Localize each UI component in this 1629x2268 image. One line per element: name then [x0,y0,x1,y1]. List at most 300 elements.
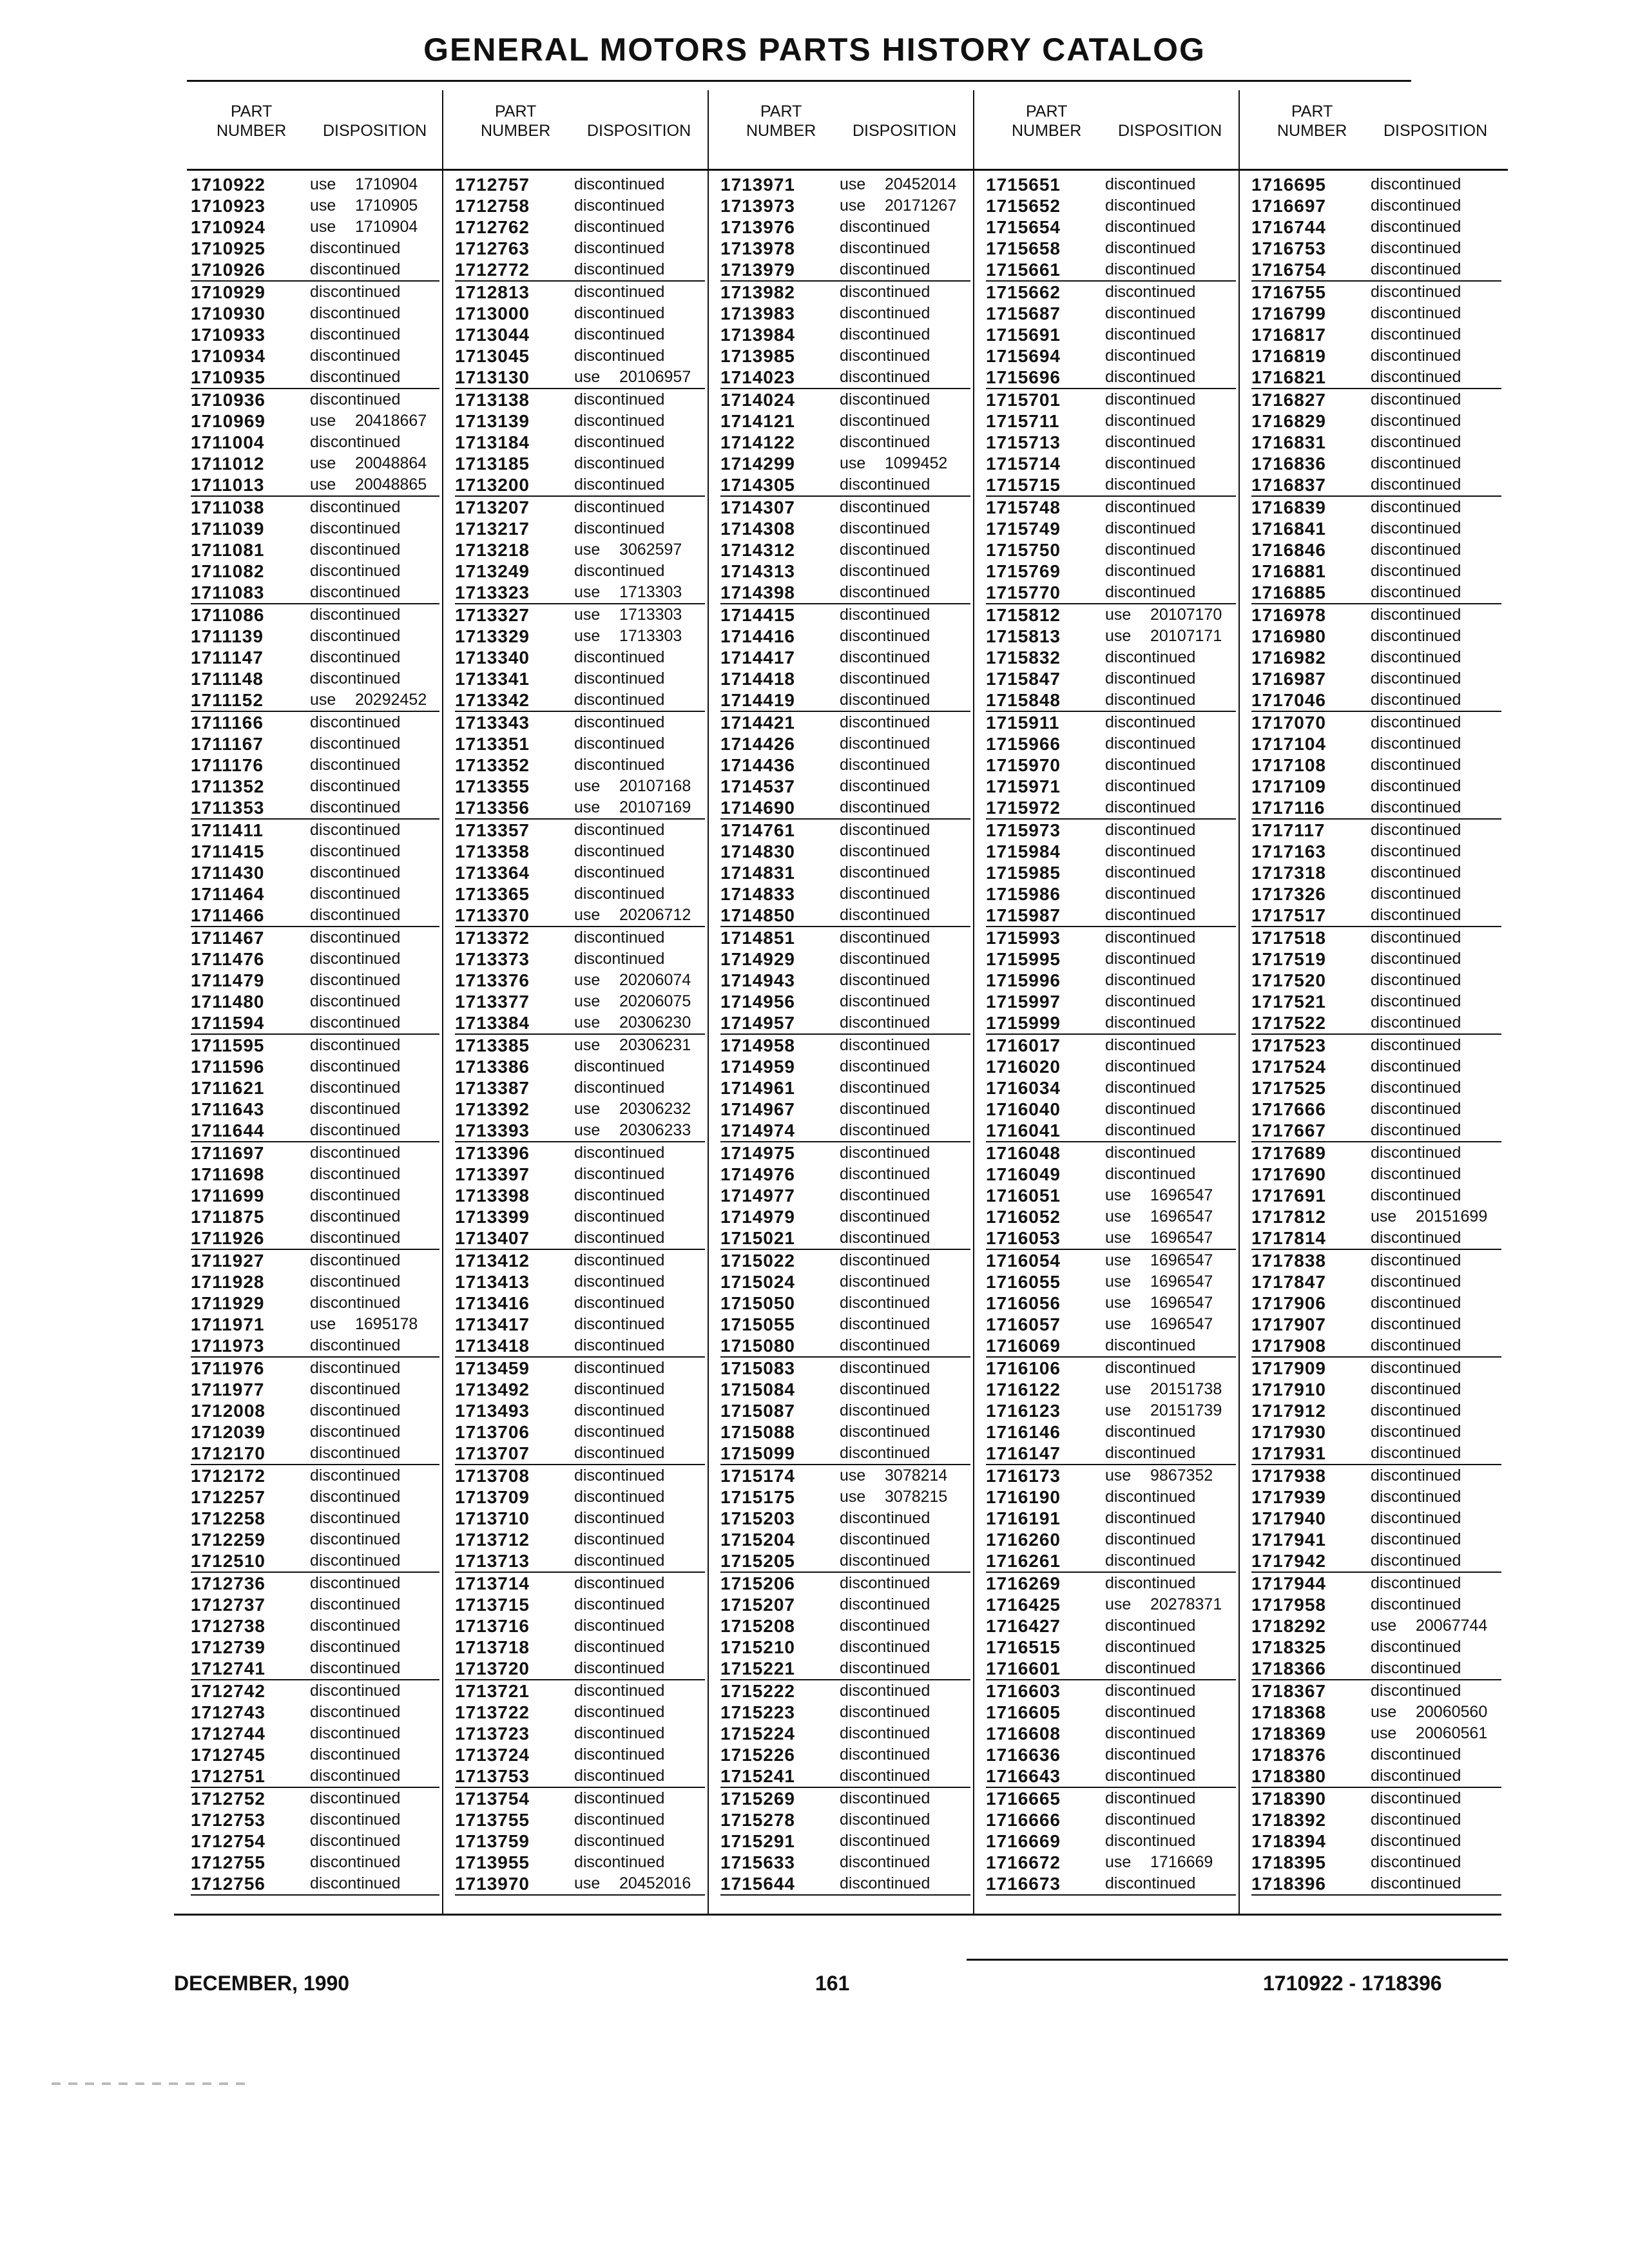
table-row [455,1594,705,1615]
parts-column [720,174,970,1896]
disposition: discontinued [840,1724,930,1742]
table-row [191,539,439,561]
table-row [455,948,705,970]
table-row [455,497,705,518]
table-row [1251,474,1501,497]
disposition-label: DISPOSITION [1118,122,1222,140]
disposition: discontinued [840,1617,930,1635]
disposition: discontinued [310,992,401,1010]
disposition: discontinued [310,1617,401,1635]
disposition: discontinued [1371,928,1461,947]
disposition: discontinued [840,756,930,774]
part-number: 1711004 [191,432,265,452]
part-number: 1715221 [720,1658,796,1678]
column-divider [1239,90,1240,1914]
column-header [191,102,439,163]
disposition: discontinued [1371,1036,1461,1054]
disposition: discontinued [1105,1552,1196,1570]
disposition: discontinued [310,1294,401,1312]
table-row [1251,1615,1501,1637]
part-number: 1713724 [455,1745,530,1765]
table-row [986,518,1236,539]
table-row [720,389,970,410]
part-number: 1718390 [1251,1789,1327,1809]
disposition: discontinued [1371,304,1461,322]
column-header [986,102,1236,163]
table-row [986,689,1236,712]
table-row [1251,1185,1501,1206]
disposition: use 20107168 [574,777,691,795]
disposition: discontinued [1105,412,1196,430]
top-rule [187,80,1411,82]
table-row [455,905,705,927]
table-row [986,754,1236,776]
part-number: 1711082 [191,561,265,581]
disposition: discontinued [840,260,930,278]
table-row [191,604,439,626]
part-number: 1716978 [1251,605,1327,625]
table-row [720,1637,970,1658]
part-number: 1715208 [720,1616,796,1636]
disposition: discontinued [1371,1444,1461,1462]
disposition: discontinued [1371,906,1461,924]
part-number: 1711976 [191,1358,265,1378]
disposition: discontinued [1105,1659,1196,1677]
part-number: 1716057 [986,1314,1061,1334]
part-number: 1711698 [191,1164,265,1184]
disposition: discontinued [1371,863,1461,881]
part-number: 1714979 [720,1207,796,1227]
part-number: 1713370 [455,905,530,925]
table-row [986,582,1236,604]
part-number: 1713715 [455,1595,530,1615]
part-number: 1713138 [455,390,530,410]
part-label: PART [760,102,802,120]
table-row [986,1358,1236,1379]
part-number: 1712744 [191,1724,266,1744]
disposition: discontinued [1371,606,1461,624]
table-row [1251,1702,1501,1723]
table-row [986,1335,1236,1358]
part-number: 1717326 [1251,884,1327,904]
disposition: discontinued [1371,218,1461,236]
part-number: 1711927 [191,1251,265,1271]
disposition: discontinued [574,390,665,408]
disposition: discontinued [574,1832,665,1850]
table-row [986,282,1236,303]
table-row [191,776,439,797]
part-number: 1716695 [1251,175,1327,195]
disposition: discontinued [1105,821,1196,839]
part-number: 1713185 [455,454,530,474]
table-row [455,647,705,668]
part-number: 1717691 [1251,1186,1327,1206]
table-row [1251,970,1501,991]
part-number: 1715748 [986,497,1061,517]
disposition: discontinued [574,928,665,947]
part-number: 1714929 [720,949,796,969]
disposition: use 1716669 [1105,1853,1213,1871]
disposition: discontinued [840,1530,930,1548]
page-number: 161 [815,1972,850,1995]
part-number: 1712741 [191,1658,266,1678]
disposition: discontinued [1105,1121,1196,1139]
part-number: 1715911 [986,713,1060,733]
table-row [1251,1788,1501,1809]
disposition: discontinued [840,1229,930,1247]
part-number: 1715711 [986,411,1060,431]
table-row [1251,539,1501,561]
table-row [1251,1206,1501,1227]
disposition: discontinued [840,433,930,451]
table-row [720,1680,970,1702]
disposition: discontinued [1371,669,1461,687]
disposition: discontinued [574,1703,665,1721]
disposition: discontinued [574,1853,665,1871]
disposition: use 1713303 [574,627,682,645]
parts-column [191,174,439,1896]
table-row [191,927,439,948]
disposition: discontinued [1371,1552,1461,1570]
table-row [191,1594,439,1615]
part-label: PART [1291,102,1333,120]
table-row [191,1873,439,1896]
table-row [455,1809,705,1831]
disposition: discontinued [574,821,665,839]
part-number: 1712753 [191,1810,266,1830]
disposition: discontinued [1371,756,1461,774]
table-row [720,474,970,497]
table-row [986,410,1236,432]
table-row [191,259,439,282]
disposition: discontinued [310,648,401,666]
part-number: 1715972 [986,798,1061,818]
disposition: discontinued [840,283,930,301]
disposition: discontinued [1105,1811,1196,1829]
disposition: discontinued [574,1186,665,1204]
table-row [1251,1012,1501,1035]
part-number: 1712172 [191,1466,266,1486]
disposition: discontinued [1105,498,1196,516]
table-row [986,1702,1236,1723]
part-number: 1711152 [191,690,264,710]
disposition: discontinued [310,1552,401,1570]
table-row [191,1358,439,1379]
table-row [455,238,705,259]
table-row [720,1508,970,1529]
disposition: discontinued [1371,1745,1461,1763]
part-number: 1711926 [191,1228,265,1248]
table-row [1251,712,1501,733]
disposition: discontinued [1371,777,1461,795]
disposition: discontinued [1371,971,1461,989]
disposition: discontinued [840,1767,930,1785]
part-number: 1713217 [455,519,530,539]
table-row [986,1099,1236,1120]
disposition: discontinued [840,691,930,709]
table-row [720,927,970,948]
part-number: 1713343 [455,713,530,733]
table-row [191,1809,439,1831]
disposition: discontinued [840,1336,930,1354]
table-row [986,1227,1236,1250]
part-number: 1711480 [191,992,265,1012]
table-row [720,1723,970,1744]
disposition: use 20306231 [574,1036,691,1054]
disposition: use 1696547 [1105,1251,1213,1269]
part-number: 1716056 [986,1293,1061,1313]
part-number: 1713385 [455,1035,530,1055]
table-row [720,561,970,582]
table-row [455,1035,705,1056]
part-number: 1717838 [1251,1251,1327,1271]
part-number: 1717690 [1251,1164,1327,1184]
disposition: discontinued [840,541,930,559]
table-row [986,1680,1236,1702]
table-row [455,195,705,216]
table-row [1251,1400,1501,1421]
disposition: discontinued [1371,1359,1461,1377]
part-number: 1713982 [720,282,796,302]
table-row [986,862,1236,883]
part-number: 1716636 [986,1745,1061,1765]
table-row [191,1788,439,1809]
part-number: 1716260 [986,1530,1061,1550]
part-number: 1715993 [986,928,1061,948]
table-row [720,1056,970,1077]
table-row [1251,1358,1501,1379]
disposition: discontinued [1371,562,1461,580]
part-number: 1717944 [1251,1573,1327,1593]
table-row [191,561,439,582]
part-number: 1710930 [191,303,266,323]
table-row [986,883,1236,905]
table-row [1251,797,1501,820]
disposition: discontinued [310,863,401,881]
disposition: discontinued [1371,283,1461,301]
table-row [986,1271,1236,1293]
disposition-label: DISPOSITION [323,122,427,140]
disposition: discontinued [840,1036,930,1054]
table-row [1251,1637,1501,1658]
disposition: discontinued [310,1574,401,1592]
disposition: discontinued [310,1336,401,1354]
disposition: discontinued [574,283,665,301]
disposition: discontinued [310,1423,401,1441]
disposition: discontinued [574,691,665,709]
disposition: discontinued [310,498,401,516]
part-number: 1713184 [455,432,530,452]
part-number: 1715687 [986,303,1061,323]
part-number: 1715644 [720,1874,796,1894]
table-row [1251,1550,1501,1573]
part-number: 1715986 [986,884,1061,904]
disposition: discontinued [1105,1057,1196,1075]
disposition: discontinued [574,950,665,968]
table-row [1251,862,1501,883]
disposition: discontinued [310,1207,401,1225]
table-row [986,1164,1236,1185]
table-row [986,1443,1236,1465]
part-number: 1713218 [455,540,530,560]
part-number: 1713352 [455,755,530,775]
part-number: 1714851 [720,928,796,948]
table-row [720,1250,970,1271]
disposition: use 20292452 [310,691,427,709]
part-number: 1718376 [1251,1745,1327,1765]
disposition: discontinued [840,1874,930,1892]
table-row [986,1744,1236,1765]
disposition: discontinued [1105,1789,1196,1807]
disposition: discontinued [1105,1165,1196,1183]
table-row [720,1852,970,1873]
table-row [720,1012,970,1035]
table-row [191,820,439,841]
part-number: 1712756 [191,1874,266,1894]
table-row [720,324,970,345]
table-row [720,733,970,754]
table-row [986,561,1236,582]
part-number: 1715269 [720,1789,796,1809]
table-row [191,689,439,712]
table-row [720,1594,970,1615]
column-divider [442,90,443,1914]
part-number: 1716836 [1251,454,1327,474]
part-number: 1715083 [720,1358,796,1378]
table-row [191,905,439,927]
table-row [455,712,705,733]
disposition: discontinued [310,1144,401,1162]
disposition: discontinued [1105,669,1196,687]
disposition: discontinued [574,1530,665,1548]
table-row [1251,1744,1501,1765]
disposition: discontinued [310,756,401,774]
disposition: discontinued [840,1659,930,1677]
table-row [191,1206,439,1227]
table-row [720,948,970,970]
disposition: discontinued [1371,1509,1461,1527]
part-number: 1716173 [986,1466,1061,1486]
disposition: discontinued [840,583,930,601]
part-number: 1714833 [720,884,796,904]
table-row [720,1702,970,1723]
disposition: discontinued [1105,347,1196,365]
part-number: 1712763 [455,238,530,258]
part-number: 1713342 [455,690,530,710]
part-number: 1715223 [720,1702,796,1722]
part-number: 1712743 [191,1702,266,1722]
part-number: 1718368 [1251,1702,1327,1722]
table-row [191,883,439,905]
part-number: 1713358 [455,841,530,861]
table-row [191,1486,439,1508]
table-row [1251,174,1501,195]
disposition: discontinued [1371,390,1461,408]
disposition: discontinued [310,1165,401,1183]
disposition: discontinued [840,1186,930,1204]
table-row [1251,1594,1501,1615]
part-number: 1711012 [191,454,265,474]
table-row [191,367,439,389]
disposition: use 20171267 [840,197,957,215]
part-number: 1717518 [1251,928,1327,948]
table-row [455,1421,705,1443]
table-row [986,948,1236,970]
disposition: discontinued [1371,1315,1461,1333]
table-row [191,841,439,862]
table-row [1251,1227,1501,1250]
disposition: discontinued [574,412,665,430]
table-row [986,1077,1236,1099]
part-number: 1713493 [455,1401,530,1421]
disposition: discontinued [310,304,401,322]
part-number: 1713759 [455,1831,530,1851]
part-number: 1716054 [986,1251,1061,1271]
disposition: discontinued [574,1380,665,1398]
table-row [720,604,970,626]
table-row [191,1637,439,1658]
table-row [720,883,970,905]
table-row [1251,948,1501,970]
disposition: discontinued [1371,454,1461,472]
disposition: discontinued [1371,1079,1461,1097]
part-number: 1713398 [455,1186,530,1206]
part-number: 1711644 [191,1120,265,1140]
part-number: 1711086 [191,605,265,625]
table-row [191,647,439,668]
table-row [455,1358,705,1379]
part-number: 1716697 [1251,196,1327,216]
part-number: 1716643 [986,1766,1061,1786]
disposition: discontinued [1371,1251,1461,1269]
disposition: discontinued [310,1359,401,1377]
part-number: 1713459 [455,1358,530,1378]
part-number: 1714961 [720,1078,796,1098]
part-number: 1716122 [986,1379,1061,1399]
disposition: discontinued [310,1229,401,1247]
disposition: discontinued [1371,713,1461,731]
disposition: discontinued [1105,1745,1196,1763]
disposition: discontinued [1371,1057,1461,1075]
part-number: 1716191 [986,1508,1061,1528]
table-row [191,1227,439,1250]
part-number: 1712510 [191,1551,266,1571]
table-row [720,1271,970,1293]
disposition: discontinued [840,1509,930,1527]
table-row [720,410,970,432]
disposition: discontinued [1105,842,1196,860]
table-row [1251,1529,1501,1550]
part-number: 1713373 [455,949,530,969]
table-row [455,841,705,862]
disposition: discontinued [1105,562,1196,580]
disposition: discontinued [1371,1336,1461,1354]
disposition: discontinued [840,1359,930,1377]
part-number: 1713716 [455,1616,530,1636]
table-row [455,1099,705,1120]
part-number: 1713351 [455,734,530,754]
number-label: NUMBER [746,122,816,140]
disposition: discontinued [1105,476,1196,494]
part-number: 1716269 [986,1573,1061,1593]
part-number: 1713365 [455,884,530,904]
table-row [1251,432,1501,453]
table-row [1251,1680,1501,1702]
part-number: 1713407 [455,1228,530,1248]
table-row [720,1573,970,1594]
disposition: discontinued [310,735,401,753]
disposition: discontinued [1371,950,1461,968]
